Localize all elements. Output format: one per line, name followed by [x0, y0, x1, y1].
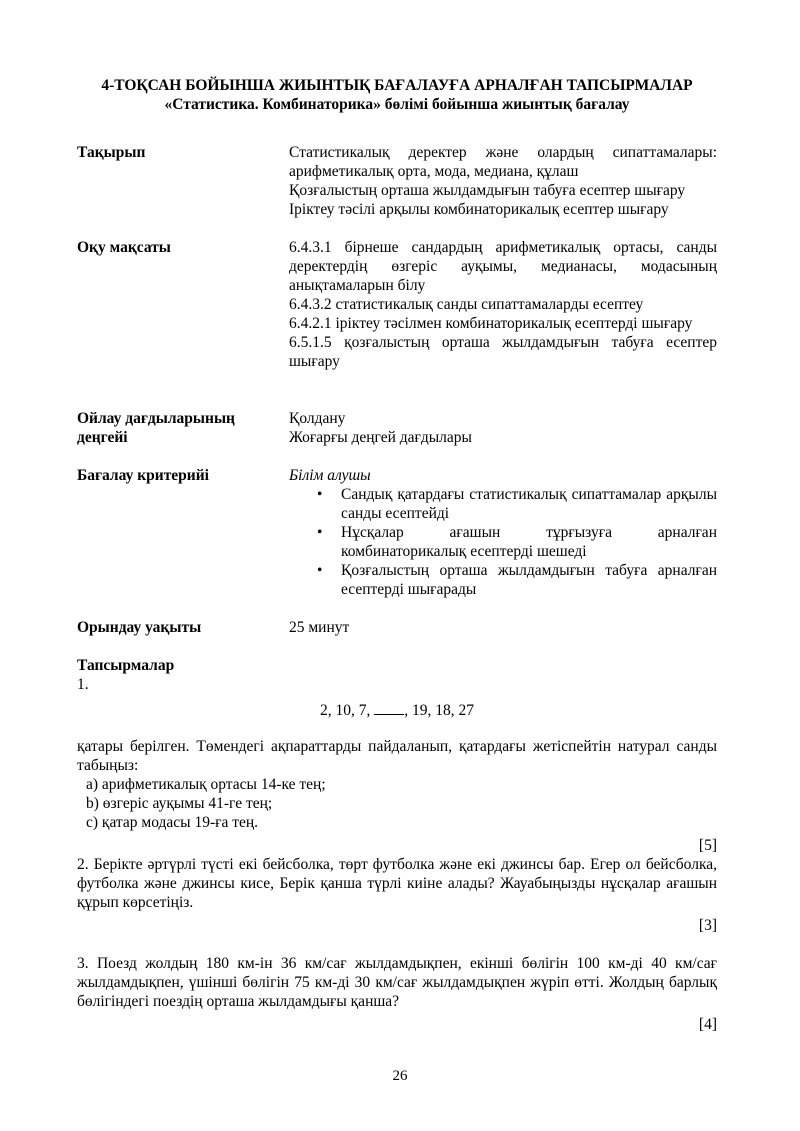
time-label: Орындау уақыты: [77, 619, 202, 636]
tasks-heading: Тапсырмалар: [77, 657, 175, 674]
task3-text: 3. Поезд жолдың 180 км-ін 36 км/сағ жылдамдықпен, екінші бөлігін 100 км-ді 40 км/сағ жылдамдықпен, үшінші бөлігін 75 км-ді 30 км/сағ жылдамдықпен жүріп өтті. Жолдың барлық бөлігіндегі поездің орташа жылдамдығы қанша?: [77, 955, 717, 1010]
task3-score: [4]: [698, 1016, 717, 1033]
time-value: 25 минут: [289, 619, 350, 636]
sequence-end: , 19, 18, 27: [404, 702, 474, 719]
task1-text: қатары берілген. Төмендегі ақпараттарды пайдаланып, қатардағы жетіспейтін натурал санды табыңыз:: [77, 738, 717, 774]
topic-line: Іріктеу тәсілі арқылы комбинаторикалық есептер шығару: [289, 201, 669, 218]
skills-line: Қолдану: [289, 410, 346, 427]
criteria-list: [289, 485, 717, 599]
task1-sequence: [77, 700, 717, 720]
goal-line: 6.4.2.1 іріктеу тәсілмен комбинаторикалық есептерді шығару: [289, 315, 693, 332]
topic-line: Қозғалыстың орташа жылдамдығын табуға есептер шығару: [289, 182, 686, 199]
task2-score: [3]: [698, 917, 717, 934]
goal-line: 6.5.1.5 қозғалыстың орташа жылдамдығын табуға есептер шығару: [289, 334, 717, 370]
topic-row: [77, 143, 717, 219]
goal-line: 6.4.3.1 бірнеше сандардың арифметикалық ортасы, санды деректердің өзгеріс ауқымы, медианасы, модасының анықтамаларын білу: [289, 239, 717, 294]
task2-text: 2. Берікте әртүрлі түсті екі бейсболка, төрт футболка және екі джинсы бар. Егер ол бейсболка, футболка және джинсы кисе, Берік қанша түрлі киіне алады? Жауабыңызды нұсқалар ағашын құрып көрсетіңіз.: [77, 856, 717, 911]
goal-line: 6.4.3.2 статистикалық санды сипаттамаларды есептеу: [289, 296, 644, 313]
criteria-intro: Білім алушы: [289, 467, 371, 484]
criteria-item: • Қозғалыстың орташа жылдамдығын табуға арналған есептерді шығарады: [341, 561, 717, 599]
task1-part-b: b) өзгеріс ауқымы 41-ге тең;: [86, 795, 273, 812]
goals-content: [289, 238, 717, 371]
criteria-content: [289, 466, 717, 599]
task1-number: 1.: [77, 676, 89, 693]
page-number: 26: [392, 1068, 408, 1084]
task1-part-c: c) қатар модасы 19-ға тең.: [86, 814, 259, 831]
criteria-label: Бағалау критерийі: [77, 467, 209, 484]
task1-part-a: a) арифметикалық ортасы 14-ке тең;: [86, 776, 326, 793]
topic-line: Статистикалық деректер және олардың сипаттамалары: арифметикалық орта, мода, медиана, құлаш: [289, 144, 717, 180]
skills-label: Ойлау дағдыларының деңгейі: [77, 410, 235, 446]
criteria-item: • Сандық қатардағы статистикалық сипаттамалар арқылы санды есептейді: [341, 485, 717, 523]
sequence-start: 2, 10, 7,: [320, 702, 375, 719]
skills-content: [289, 409, 717, 447]
document-title: 4-ТОҚСАН БОЙЫНША ЖИЫНТЫҚ БАҒАЛАУҒА АРНАЛҒАН ТАПСЫРМАЛАР: [101, 77, 693, 94]
task1-score: [5]: [698, 837, 717, 854]
goals-label: Оқу мақсаты: [77, 239, 171, 256]
time-row: [77, 618, 717, 637]
topic-content: [289, 143, 717, 219]
criteria-item: • Нұсқалар ағашын тұрғызуға арналған комбинаторикалық есептерді шешеді: [341, 523, 717, 561]
skills-row: [77, 409, 717, 447]
topic-label: Тақырып: [77, 144, 146, 161]
skills-line: Жоғарғы деңгей дағдылары: [289, 429, 472, 446]
missing-number-blank: [374, 700, 404, 715]
goals-row: [77, 238, 717, 371]
document-page: [77, 76, 717, 1034]
document-subtitle: «Статистика. Комбинаторика» бөлімі бойынша жиынтық бағалау: [164, 96, 630, 113]
criteria-row: [77, 466, 717, 599]
